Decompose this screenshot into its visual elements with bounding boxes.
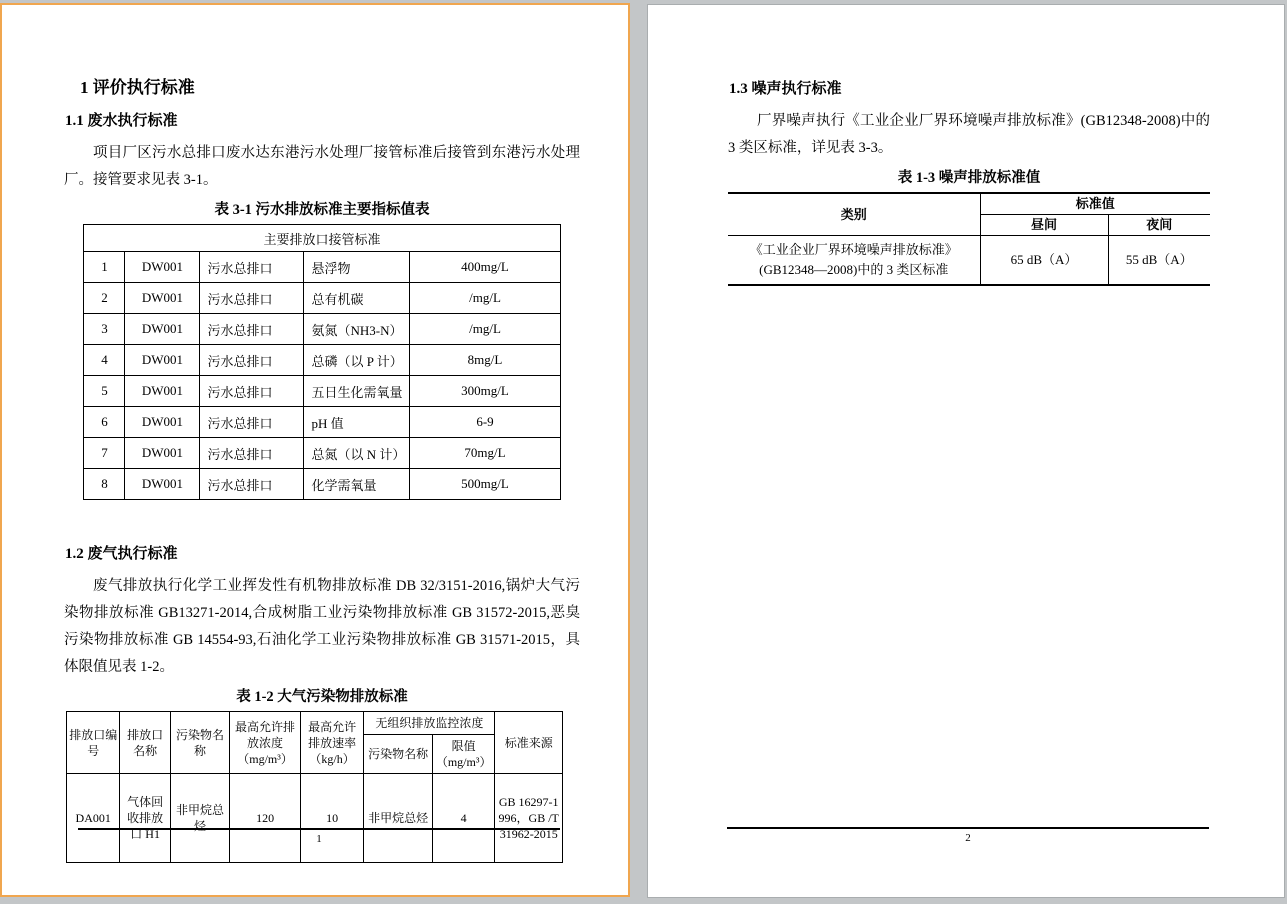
table-cell: DW001 — [125, 469, 200, 500]
table-cell: 氨氮（NH3-N） — [304, 314, 410, 345]
table-row — [728, 236, 1210, 286]
table-cell: 500mg/L — [410, 469, 560, 500]
table-cell: 非甲烷总烃 — [170, 774, 229, 863]
subheader-cell-limit: 限值（mg/m³） — [432, 735, 495, 774]
table-cell: 非甲烷总烃 — [364, 774, 433, 863]
table-row — [84, 469, 560, 500]
table-cell: 2 — [84, 283, 125, 314]
page-2-footer — [727, 827, 1209, 844]
table-row — [84, 407, 560, 438]
section-wastewater — [64, 111, 580, 194]
subheader-cell-pollutant: 污染物名称 — [364, 735, 433, 774]
table-row — [84, 345, 560, 376]
table-cell-standard-source: GB 16297-1996，GB /T31962-2015 — [495, 774, 563, 863]
header-cell-category: 类别 — [728, 193, 980, 236]
header-cell-standard-source: 标准来源 — [495, 712, 563, 774]
table-header-row — [728, 193, 1210, 215]
table-cell: pH 值 — [304, 407, 410, 438]
table-row — [84, 314, 560, 345]
table-cell: 污水总排口 — [200, 283, 304, 314]
table-cell: 6 — [84, 407, 125, 438]
table-row — [84, 376, 560, 407]
header-cell-standard-value: 标准值 — [980, 193, 1210, 215]
noise-standards-table — [728, 192, 1210, 286]
page-number: 2 — [965, 832, 971, 844]
table-cell: 1 — [84, 252, 125, 283]
table-cell-night-limit: 55 dB（A） — [1108, 236, 1210, 286]
header-cell-outlet-name: 排放口名称 — [120, 712, 170, 774]
header-cell-outlet-no: 排放口编号 — [67, 712, 120, 774]
table-cell: 污水总排口 — [200, 376, 304, 407]
section-waste-gas — [64, 544, 580, 681]
table-cell: 300mg/L — [410, 376, 560, 407]
chapter-heading: 1 评价执行标准 — [80, 78, 195, 97]
table-cell: 8 — [84, 469, 125, 500]
table-cell: 400mg/L — [410, 252, 560, 283]
table-cell: /mg/L — [410, 314, 560, 345]
page-2-content — [648, 5, 1284, 286]
table-cell-day-limit: 65 dB（A） — [980, 236, 1108, 286]
page-1-footer — [78, 828, 560, 845]
table-cell: 70mg/L — [410, 438, 560, 469]
table-cell: DW001 — [125, 376, 200, 407]
table-cell: DW001 — [125, 345, 200, 376]
table-cell: 6-9 — [410, 407, 560, 438]
section-1-2-heading: 1.2 废气执行标准 — [65, 546, 178, 562]
table-cell: 120 — [230, 774, 301, 863]
table-cell: 污水总排口 — [200, 438, 304, 469]
table-cell: 悬浮物 — [304, 252, 410, 283]
table-3-1-caption: 表 3-1 污水排放标准主要指标值表 — [214, 202, 430, 218]
table-header-row — [84, 225, 560, 252]
table-1-2-caption: 表 1-2 大气污染物排放标准 — [236, 689, 408, 705]
table-cell: 污水总排口 — [200, 252, 304, 283]
table-row — [84, 283, 560, 314]
header-cell-pollutant: 污染物名称 — [170, 712, 229, 774]
table-cell: 化学需氧量 — [304, 469, 410, 500]
table-cell: 4 — [432, 774, 495, 863]
table-cell: DW001 — [125, 314, 200, 345]
section-1-3-paragraph: 厂界噪声执行《工业企业厂界环境噪声排放标准》(GB12348-2008)中的 3 类区标准，详见表 3-3。 — [728, 113, 1210, 156]
wastewater-standards-table — [83, 224, 560, 500]
wastewater-table-body — [84, 252, 560, 500]
table-row — [67, 774, 563, 863]
table-cell: DA001 — [67, 774, 120, 863]
header-cell-fugitive-group: 无组织排放监控浓度 — [364, 712, 495, 735]
table-row — [84, 252, 560, 283]
table-cell: 总氮（以 N 计） — [304, 438, 410, 469]
table-merged-header-cell: 主要排放口接管标准 — [84, 225, 560, 252]
document-page-1 — [0, 3, 630, 897]
table-cell: 污水总排口 — [200, 407, 304, 438]
table-cell: 污水总排口 — [200, 469, 304, 500]
document-page-2 — [647, 4, 1285, 898]
section-1-1-paragraph: 项目厂区污水总排口废水达东港污水处理厂接管标准后接管到东港污水处理厂。接管要求见表 3-1。 — [64, 145, 580, 188]
table-cell: 7 — [84, 438, 125, 469]
subheader-cell-nighttime: 夜间 — [1108, 215, 1210, 236]
table-cell: 总有机碳 — [304, 283, 410, 314]
subheader-cell-daytime: 昼间 — [980, 215, 1108, 236]
table-header-row — [67, 712, 563, 735]
table-row — [84, 438, 560, 469]
table-cell: 总磷（以 P 计） — [304, 345, 410, 376]
section-noise — [728, 79, 1210, 162]
table-cell: 五日生化需氧量 — [304, 376, 410, 407]
table-1-3-caption: 表 1-3 噪声排放标准值 — [897, 170, 1041, 186]
section-1-3-heading: 1.3 噪声执行标准 — [729, 81, 842, 97]
header-cell-max-concentration: 最高允许排放浓度（mg/m³） — [230, 712, 301, 774]
table-cell: 污水总排口 — [200, 314, 304, 345]
page-1-content — [2, 5, 628, 863]
table-cell: 气体回收排放口 H1 — [120, 774, 170, 863]
table-cell-noise-category: 《工业企业厂界环境噪声排放标准》(GB12348—2008)中的 3 类区标准 — [728, 236, 980, 286]
table-cell: 污水总排口 — [200, 345, 304, 376]
page-number: 1 — [316, 833, 322, 845]
header-cell-max-rate: 最高允许排放速率（kg/h） — [300, 712, 364, 774]
table-cell: DW001 — [125, 252, 200, 283]
table-cell: 10 — [300, 774, 364, 863]
table-cell: 3 — [84, 314, 125, 345]
table-cell: 8mg/L — [410, 345, 560, 376]
table-cell: DW001 — [125, 407, 200, 438]
section-1-1-heading: 1.1 废水执行标准 — [65, 113, 178, 129]
section-1-2-paragraph: 废气排放执行化学工业挥发性有机物排放标准 DB 32/3151-2016,锅炉大气污染物排放标准 GB13271-2014,合成树脂工业污染物排放标准 GB 31572-2015,恶臭污染物排放标准 GB 14554-93,石油化学工业污染物排放标准 GB 31571-2015，具体限值见表 1-2。 — [64, 578, 580, 675]
table-cell: 5 — [84, 376, 125, 407]
table-cell: 4 — [84, 345, 125, 376]
table-cell: /mg/L — [410, 283, 560, 314]
table-cell: DW001 — [125, 438, 200, 469]
table-cell: DW001 — [125, 283, 200, 314]
